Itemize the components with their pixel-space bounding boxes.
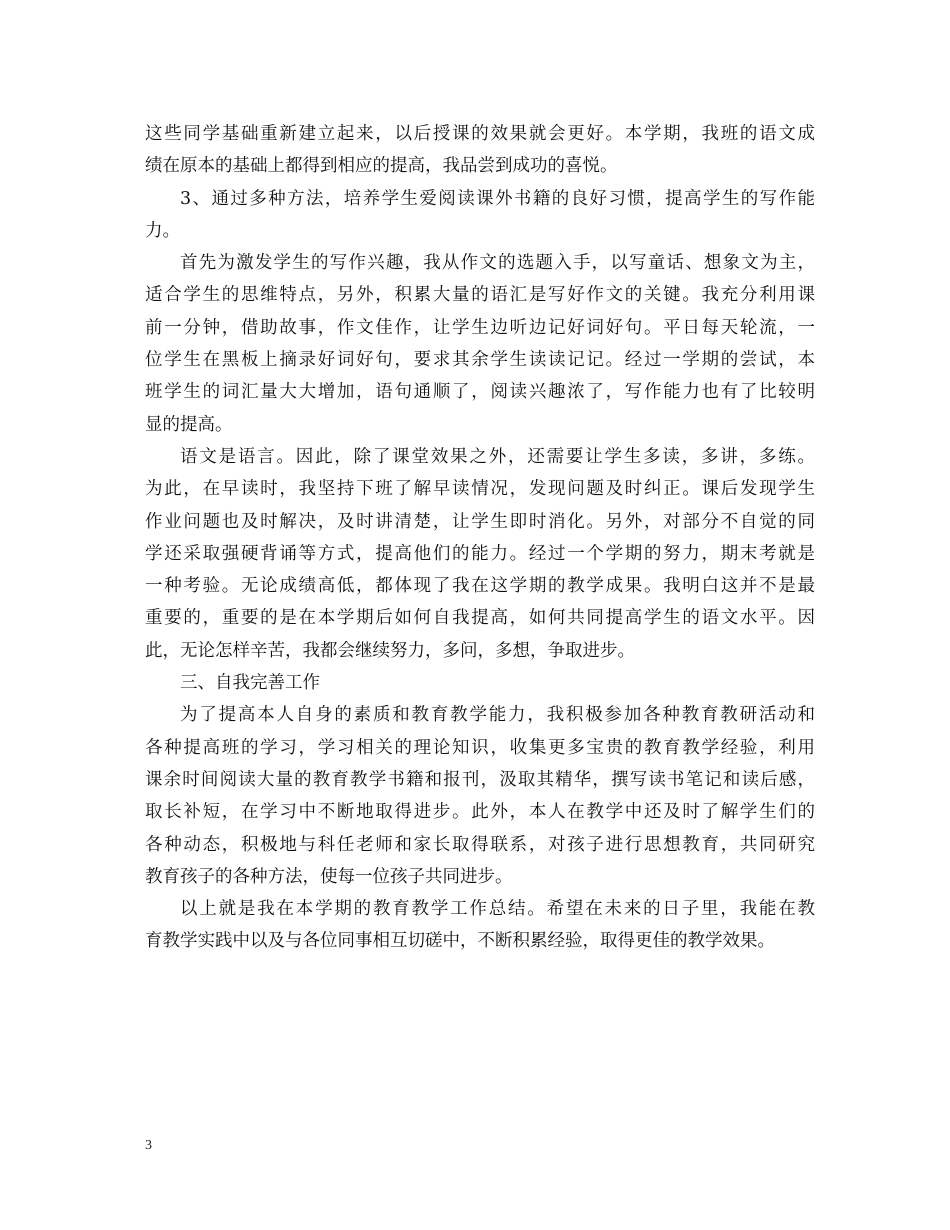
text-line: 首先为激发学生的写作兴趣，我从作文的选题入手，以写童话、想象文为主， <box>180 253 815 274</box>
paragraph <box>145 247 815 441</box>
text-line: 学还采取强硬背诵等方式，提高他们的能力。经过一个学期的努力，期末考就是 <box>145 543 815 564</box>
text-line: 3、通过多种方法，培养学生爱阅读课外书籍的良好习惯，提高学生的写作能 <box>180 188 815 209</box>
text-line: 为了提高本人自身的素质和教育教学能力，我积极参加各种教育教研活动和 <box>180 705 815 726</box>
text-line: 绩在原本的基础上都得到相应的提高，我品尝到成功的喜悦。 <box>145 156 618 177</box>
text-line: 前一分钟，借助故事，作文佳作，让学生边听边记好词好句。平日每天轮流，一 <box>145 317 815 338</box>
text-line: 各种动态，积极地与科任老师和家长取得联系，对孩子进行思想教育，共同研究 <box>145 834 815 855</box>
paragraph <box>145 118 815 183</box>
text-line: 课余时间阅读大量的教育教学书籍和报刊，汲取其精华，撰写读书笔记和读后感， <box>145 769 815 790</box>
text-line: 作业问题也及时解决，及时讲清楚，让学生即时消化。另外，对部分不自觉的同 <box>145 511 815 532</box>
text-line: 此，无论怎样辛苦，我都会继续努力，多问，多想，争取进步。 <box>145 640 635 661</box>
text-line: 这些同学基础重新建立起来，以后授课的效果就会更好。本学期，我班的语文成 <box>145 124 815 144</box>
text-line: 一种考验。无论成绩高低，都体现了我在这学期的教学成果。我明白这并不是最 <box>145 576 815 597</box>
paragraph <box>145 893 815 958</box>
text-line: 语文是语言。因此，除了课堂效果之外，还需要让学生多读，多讲，多练。 <box>180 446 815 467</box>
text-line: 各种提高班的学习，学习相关的理论知识，收集更多宝贵的教育教学经验，利用 <box>145 737 815 758</box>
text-line: 教育孩子的各种方法，使每一位孩子共同进步。 <box>145 866 513 887</box>
text-line: 重要的，重要的是在本学期后如何自我提高，如何共同提高学生的语文水平。因 <box>145 608 815 629</box>
paragraph <box>145 183 815 248</box>
text-line: 适合学生的思维特点，另外，积累大量的语汇是写好作文的关键。我充分利用课 <box>145 285 815 306</box>
text-line: 班学生的词汇量大大增加，语句通顺了，阅读兴趣浓了，写作能力也有了比较明 <box>145 382 815 403</box>
text-line: 三、自我完善工作 <box>180 673 320 694</box>
text-line: 显的提高。 <box>145 414 233 435</box>
text-line: 以上就是我在本学期的教育教学工作总结。希望在未来的日子里，我能在教 <box>180 899 815 920</box>
document-body <box>145 118 815 958</box>
paragraph <box>145 667 815 699</box>
text-line: 为此，在早读时，我坚持下班了解早读情况，发现问题及时纠正。课后发现学生 <box>145 479 815 500</box>
page-number: 3 <box>145 1138 152 1153</box>
text-line: 育教学实践中以及与各位同事相互切磋中，不断积累经验，取得更佳的教学效果。 <box>145 931 775 952</box>
paragraph <box>145 699 815 893</box>
text-line: 力。 <box>145 220 180 241</box>
text-line: 取长补短，在学习中不断地取得进步。此外，本人在教学中还及时了解学生们的 <box>145 802 815 823</box>
paragraph <box>145 441 815 667</box>
text-line: 位学生在黑板上摘录好词好句，要求其余学生读读记记。经过一学期的尝试，本 <box>145 350 815 371</box>
